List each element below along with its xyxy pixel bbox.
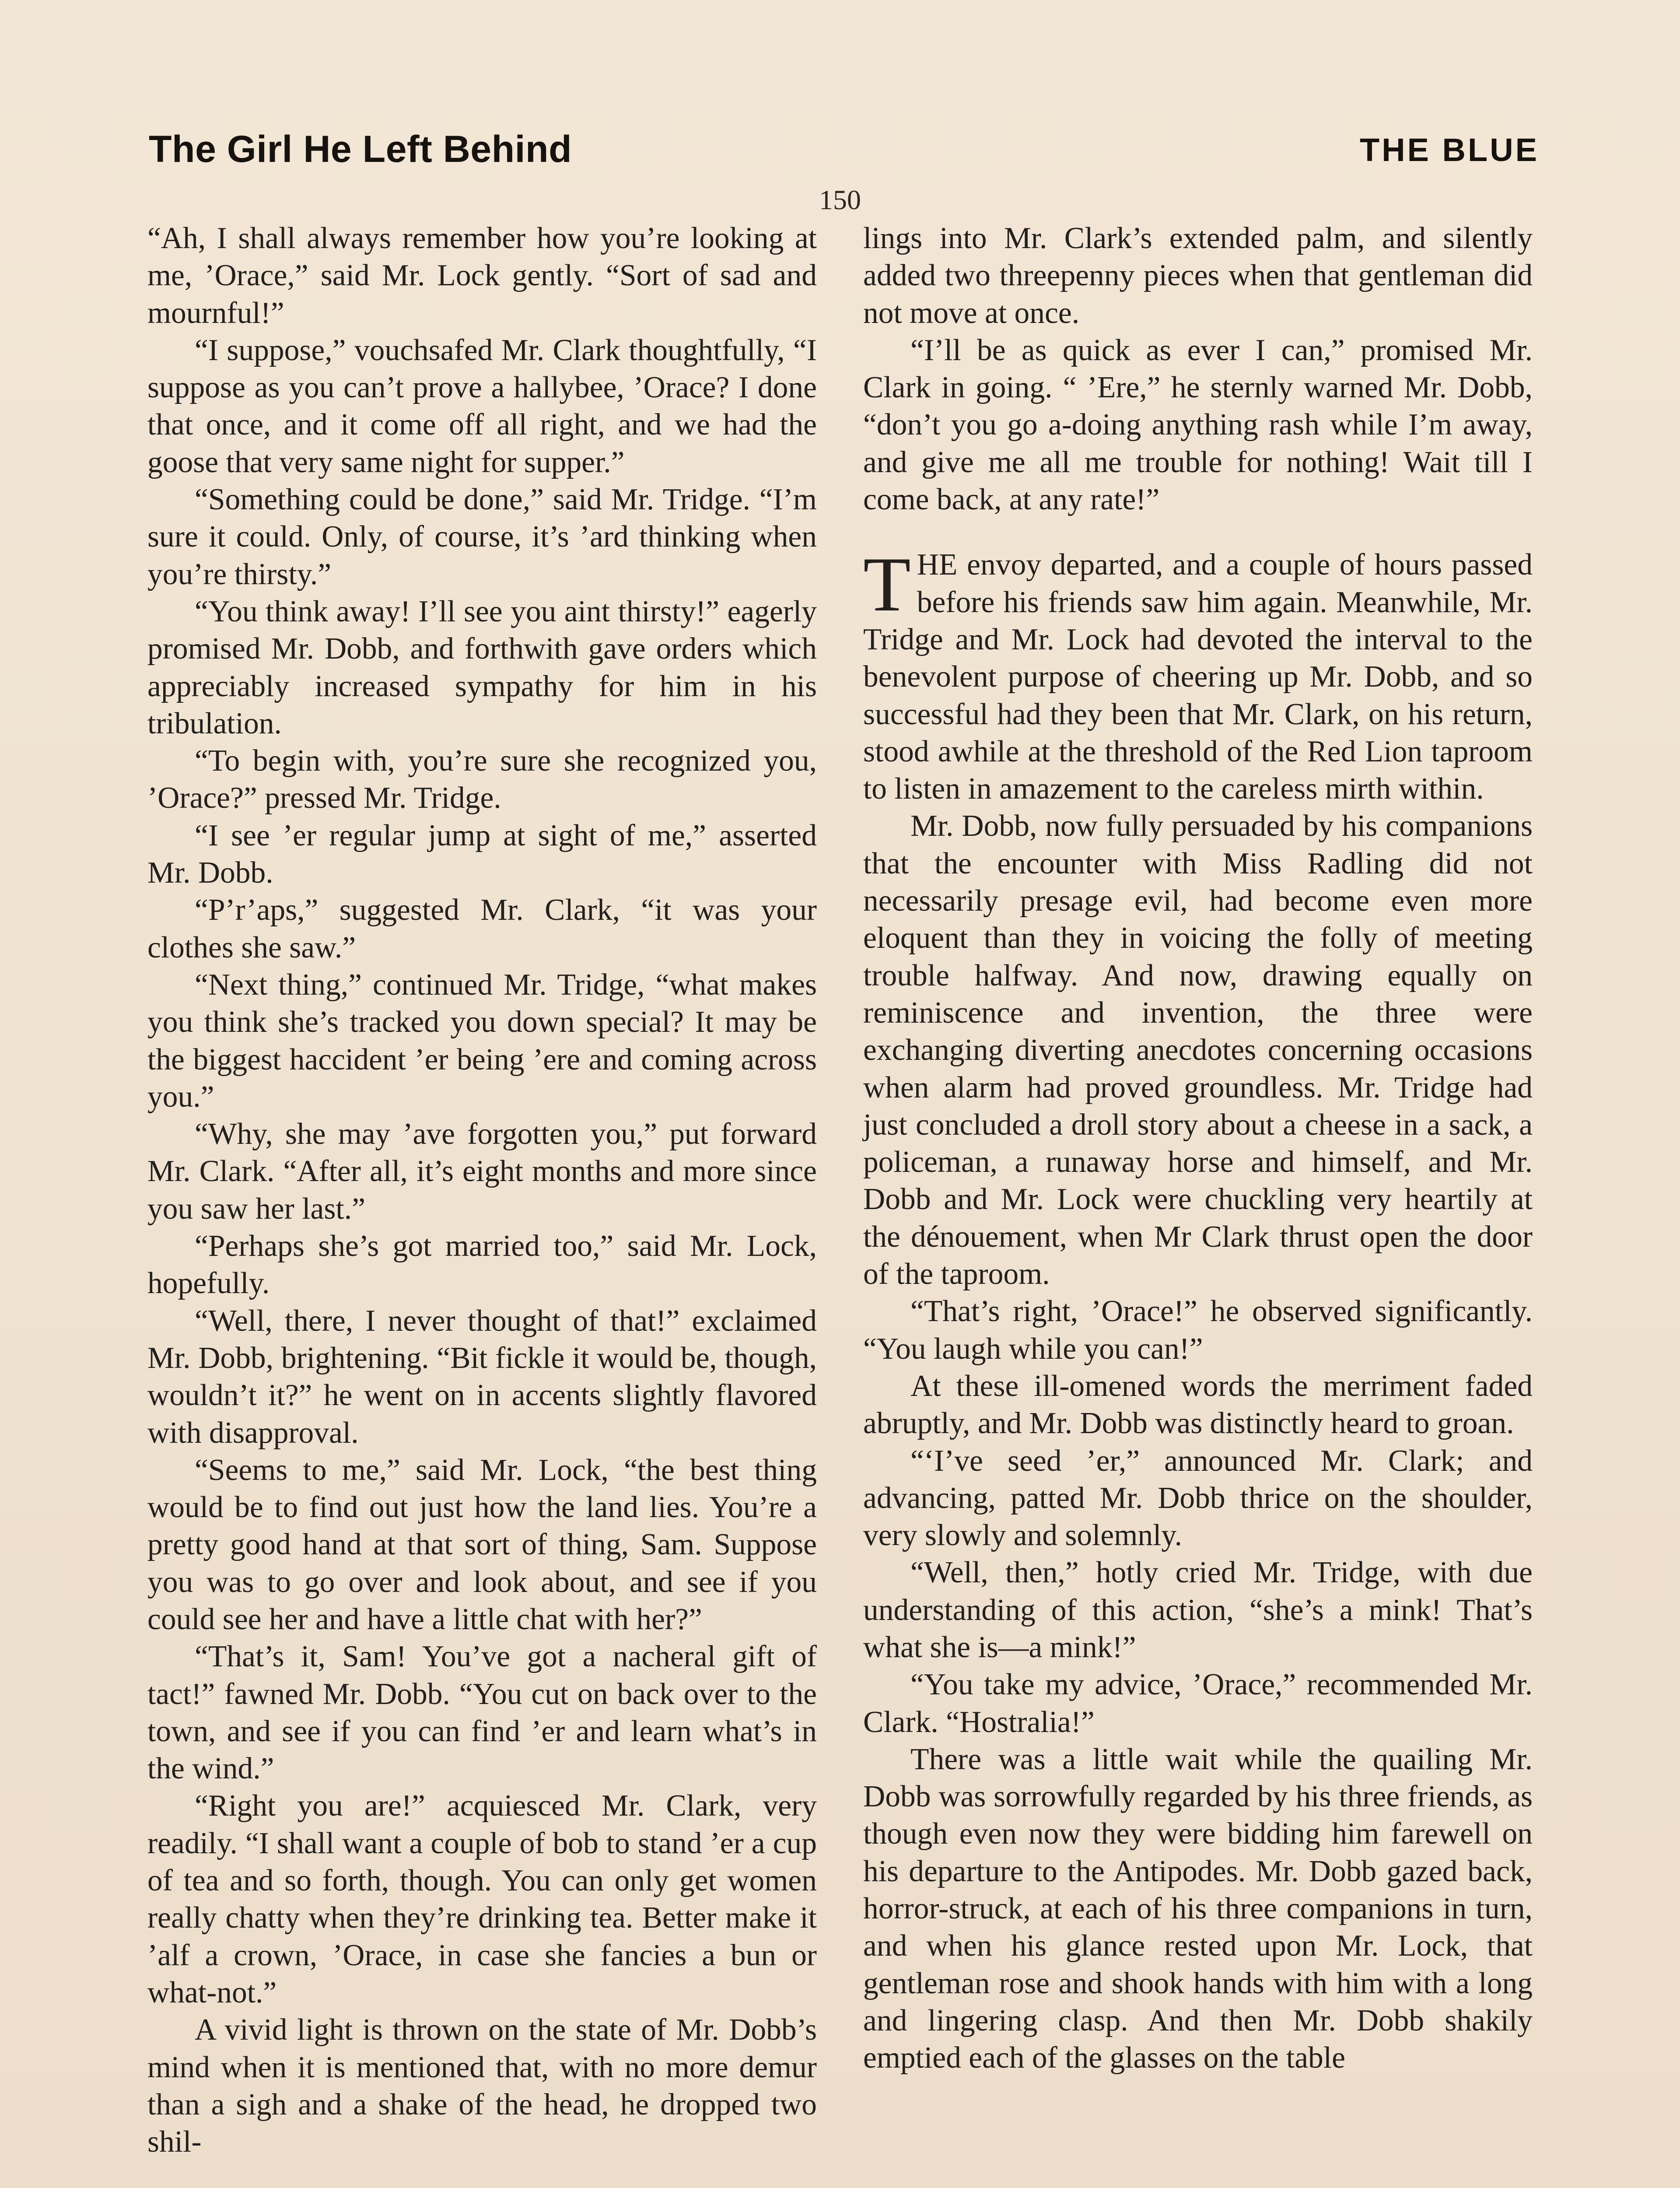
paragraph: “I suppose,” vouchsafed Mr. Clark thoughtfully, “I suppose as you can’t prove a hallybee, ’Orace? I done that once, and it come off all right, and we had the goose that very same night for supper.” bbox=[147, 333, 817, 479]
paragraph: “That’s it, Sam! You’ve got a nacheral gift of tact!” fawned Mr. Dobb. “You cut on back over to the town, and see if you can find ’er and learn what’s in the wind.” bbox=[147, 1640, 817, 1786]
paragraph: There was a little wait while the quailing Mr. Dobb was sorrowfully regarded by his three friends, as though even now they were bidding him farewell on his departure to the Antipodes. Mr. Dobb gazed back, horror-struck, at each of his three companions in turn, and when his glance rested upon Mr. Lock, that gentleman rose and shook hands with him with a long and lingering clasp. And then Mr. Dobb shakily emptied each of the glasses on the table bbox=[863, 1742, 1533, 2075]
section-opening-text: HE envoy departed, and a couple of hours passed before his friends saw him again. Meanwhile, Mr. Tridge and Mr. Lock had devoted the interval to the benevolent purpose of cheering up Mr. Dobb, and so successful had they been that Mr. Clark, on his return, stood awhile at the threshold of the Red Lion taproom to listen in amazement to the careless mirth within. bbox=[863, 548, 1533, 806]
paragraph: “You take my advice, ’Orace,” recommended Mr. Clark. “Hostralia!” bbox=[863, 1668, 1533, 1739]
paragraph: “Seems to me,” said Mr. Lock, “the best thing would be to find out just how the land lies. You’re a pretty good hand at that sort of thing, Sam. Suppose you was to go over and look about, and see if you could see her and have a little chat with her?” bbox=[147, 1453, 817, 1636]
page-number: 150 bbox=[819, 184, 861, 215]
paragraph: “Something could be done,” said Mr. Tridge. “I’m sure it could. Only, of course, it’s ’ard thinking when you’re thirsty.” bbox=[147, 483, 817, 591]
continued-paragraph: lings into Mr. Clark’s extended palm, and silently added two threepenny pieces when that gentleman did not move at once. bbox=[863, 221, 1533, 330]
section-opening bbox=[863, 541, 1533, 807]
right-text-column bbox=[863, 220, 1533, 2077]
paragraph: A vivid light is thrown on the state of Mr. Dobb’s mind when it is mentioned that, with no more demur than a sigh and a shake of the head, he dropped two shil- bbox=[147, 2013, 817, 2159]
paragraph: “Why, she may ’ave forgotten you,” put forward Mr. Clark. “After all, it’s eight months and more since you saw her last.” bbox=[147, 1117, 817, 1226]
paragraph: “Well, then,” hotly cried Mr. Tridge, with due understanding of this action, “she’s a mink! That’s what she is—a mink!” bbox=[863, 1556, 1533, 1664]
left-text-column bbox=[147, 220, 817, 2160]
paragraph: “To begin with, you’re sure she recognized you, ’Orace?” pressed Mr. Tridge. bbox=[147, 744, 817, 815]
paragraph: “P’r’aps,” suggested Mr. Clark, “it was your clothes she saw.” bbox=[147, 893, 817, 964]
paragraph: “I’ll be as quick as ever I can,” promised Mr. Clark in going. “ ’Ere,” he sternly warned Mr. Dobb, “don’t you go a-doing anything rash while I’m away, and give me all me trouble for nothing! Wait till I come back, at any rate!” bbox=[863, 333, 1533, 517]
paragraph: At these ill-omened words the merriment faded abruptly, and Mr. Dobb was distinctly heard to groan. bbox=[863, 1369, 1533, 1441]
paragraph: “You think away! I’ll see you aint thirsty!” eagerly promised Mr. Dobb, and forthwith gave orders which appreciably increased sympathy for him in his tribulation. bbox=[147, 594, 817, 740]
paragraph: “I see ’er regular jump at sight of me,” asserted Mr. Dobb. bbox=[147, 818, 817, 890]
drop-cap: T bbox=[863, 541, 911, 628]
paragraph: “Next thing,” continued Mr. Tridge, “what makes you think she’s tracked you down special? It may be the biggest haccident ’er being ’ere and coming across you.” bbox=[147, 968, 817, 1114]
paragraph: “That’s right, ’Orace!” he observed significantly. “You laugh while you can!” bbox=[863, 1294, 1533, 1366]
paragraph: Mr. Dobb, now fully persuaded by his companions that the encounter with Miss Radling did not necessarily presage evil, had become even more eloquent than they in voicing the folly of meeting trouble halfway. And now, drawing equally on reminiscence and invention, the three were exchanging diverting anecdotes concerning occasions when alarm had proved groundless. Mr. Tridge had just concluded a droll story about a cheese in a sack, a policeman, a runaway horse and himself, and Mr. Dobb and Mr. Lock were chuckling very heartily at the dénouement, when Mr Clark thrust open the door of the taproom. bbox=[863, 809, 1533, 1291]
paragraph: “‘I’ve seed ’er,” announced Mr. Clark; and advancing, patted Mr. Dobb thrice on the shoulder, very slowly and solemnly. bbox=[863, 1444, 1533, 1553]
paragraph: “Ah, I shall always remember how you’re looking at me, ’Orace,” said Mr. Lock gently. “Sort of sad and mournful!” bbox=[147, 221, 817, 330]
magazine-title: THE BLUE bbox=[1360, 132, 1539, 168]
paragraph: “Well, there, I never thought of that!” exclaimed Mr. Dobb, brightening. “Bit fickle it would be, though, wouldn’t it?” he went on in accents slightly flavored with disapproval. bbox=[147, 1304, 817, 1450]
story-title: The Girl He Left Behind bbox=[149, 128, 572, 170]
paragraph: “Perhaps she’s got married too,” said Mr. Lock, hopefully. bbox=[147, 1229, 817, 1301]
paragraph: “Right you are!” acquiesced Mr. Clark, very readily. “I shall want a couple of bob to stand ’er a cup of tea and so forth, though. You can only get women really chatty when they’re drinking tea. Better make it ’alf a crown, ’Orace, in case she fancies a bun or what-not.” bbox=[147, 1789, 817, 2009]
